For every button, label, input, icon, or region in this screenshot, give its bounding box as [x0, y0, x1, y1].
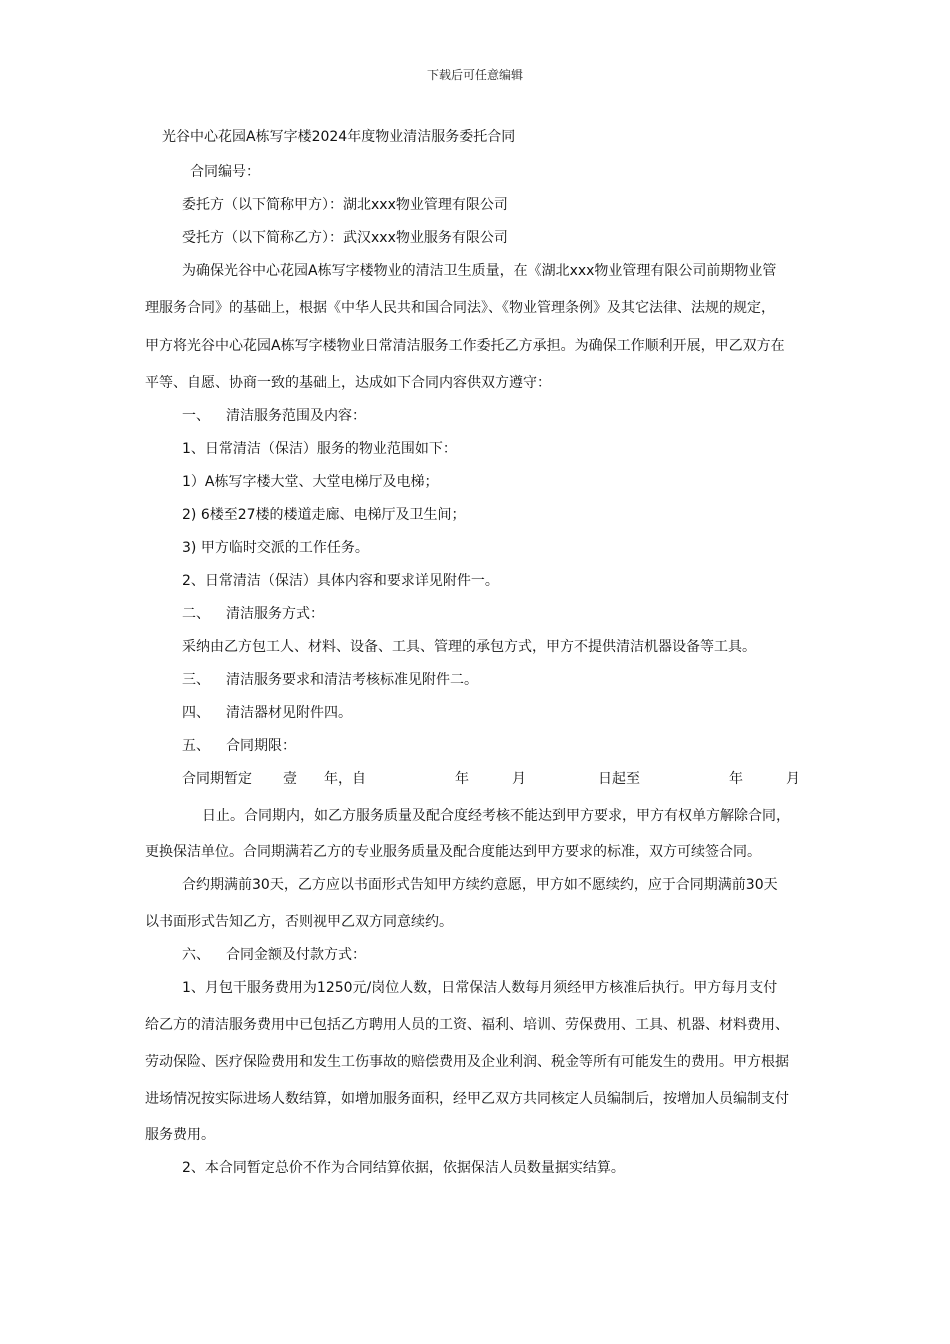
- section-5-number: 五、: [182, 738, 210, 754]
- payment-line: 2、本合同暂定总价不作为合同结算依据，依据保洁人员数量据实结算。: [182, 1160, 625, 1176]
- scope-item: 3) 甲方临时交派的工作任务。: [182, 540, 369, 556]
- end-month-label: 月: [786, 771, 800, 787]
- scope-item: 2) 6楼至27楼的楼道走廊、电梯厅及卫生间；: [182, 507, 466, 523]
- intro-line: 平等、自愿、协商一致的基础上，达成如下合同内容供双方遵守：: [145, 375, 551, 391]
- party-b-line: 受托方（以下简称乙方）：武汉xxx物业服务有限公司: [182, 230, 508, 246]
- term-line: 以书面形式告知乙方，否则视甲乙双方同意续约。: [145, 914, 453, 930]
- term-line: 更换保洁单位。合同期满若乙方的专业服务质量及配合度能达到甲方要求的标准，双方可续签合同。: [145, 844, 761, 860]
- payment-line: 给乙方的清洁服务费用中已包括乙方聘用人员的工资、福利、培训、劳保费用、工具、机器、材料费用、: [145, 1017, 789, 1033]
- payment-line: 服务费用。: [145, 1127, 215, 1143]
- section-3-number: 三、: [182, 672, 210, 688]
- section-2-heading: 清洁服务方式：: [226, 606, 324, 622]
- end-year-label: 年: [729, 771, 743, 787]
- intro-line: 甲方将光谷中心花园A栋写字楼物业日常清洁服务工作委托乙方承担。为确保工作顺利开展，甲乙双方在: [145, 338, 785, 354]
- intro-line: 理服务合同》的基础上，根据《中华人民共和国合同法》、《物业管理条例》及其它法律、法规的规定，: [145, 300, 775, 316]
- start-year-label: 年: [455, 771, 469, 787]
- section-4-number: 四、: [182, 705, 210, 721]
- scope-item: 1）A栋写字楼大堂、大堂电梯厅及电梯；: [182, 474, 439, 490]
- term-text: 合同期暂定: [182, 771, 252, 787]
- payment-line: 1、月包干服务费用为1250元/岗位人数，日常保洁人数每月须经甲方核准后执行。甲方每月支付: [182, 980, 778, 996]
- page-header: 下载后可任意编辑: [426, 68, 523, 82]
- section-1-heading: 清洁服务范围及内容：: [226, 408, 366, 424]
- section-6-heading: 合同金额及付款方式：: [226, 947, 366, 963]
- term-years-value: 壹: [283, 771, 297, 787]
- section-5-heading: 合同期限：: [226, 738, 296, 754]
- contract-title: 光谷中心花园A栋写字楼2024年度物业清洁服务委托合同: [162, 129, 516, 145]
- term-line: 合约期满前30天，乙方应以书面形式告知甲方续约意愿，甲方如不愿续约，应于合同期满前30天: [182, 877, 778, 893]
- section-1-number: 一、: [182, 408, 210, 424]
- payment-line: 进场情况按实际进场人数结算，如增加服务面积，经甲乙双方共同核定人员编制后，按增加人员编制支付: [145, 1091, 789, 1107]
- intro-line: 为确保光谷中心花园A栋写字楼物业的清洁卫生质量，在《湖北xxx物业管理有限公司前期物业管: [182, 263, 777, 279]
- term-line: 日止。合同期内，如乙方服务质量及配合度经考核不能达到甲方要求，甲方有权单方解除合同，: [202, 808, 790, 824]
- payment-line: 劳动保险、医疗保险费用和发生工伤事故的赔偿费用及企业利润、税金等所有可能发生的费用。甲方根据: [145, 1054, 789, 1070]
- section-6-number: 六、: [182, 947, 210, 963]
- scope-item: 1、日常清洁（保洁）服务的物业范围如下：: [182, 441, 457, 457]
- scope-item: 2、日常清洁（保洁）具体内容和要求详见附件一。: [182, 573, 499, 589]
- contract-number-label: 合同编号：: [190, 164, 260, 180]
- section-3-heading: 清洁服务要求和清洁考核标准见附件二。: [226, 672, 478, 688]
- section-2-number: 二、: [182, 606, 210, 622]
- party-a-line: 委托方（以下简称甲方）：湖北xxx物业管理有限公司: [182, 197, 508, 213]
- start-month-label: 月: [512, 771, 526, 787]
- start-day-label: 日起至: [598, 771, 640, 787]
- section-4-heading: 清洁器材见附件四。: [226, 705, 352, 721]
- term-text: 年，自: [324, 771, 366, 787]
- service-method-text: 采纳由乙方包工人、材料、设备、工具、管理的承包方式，甲方不提供清洁机器设备等工具。: [182, 639, 756, 655]
